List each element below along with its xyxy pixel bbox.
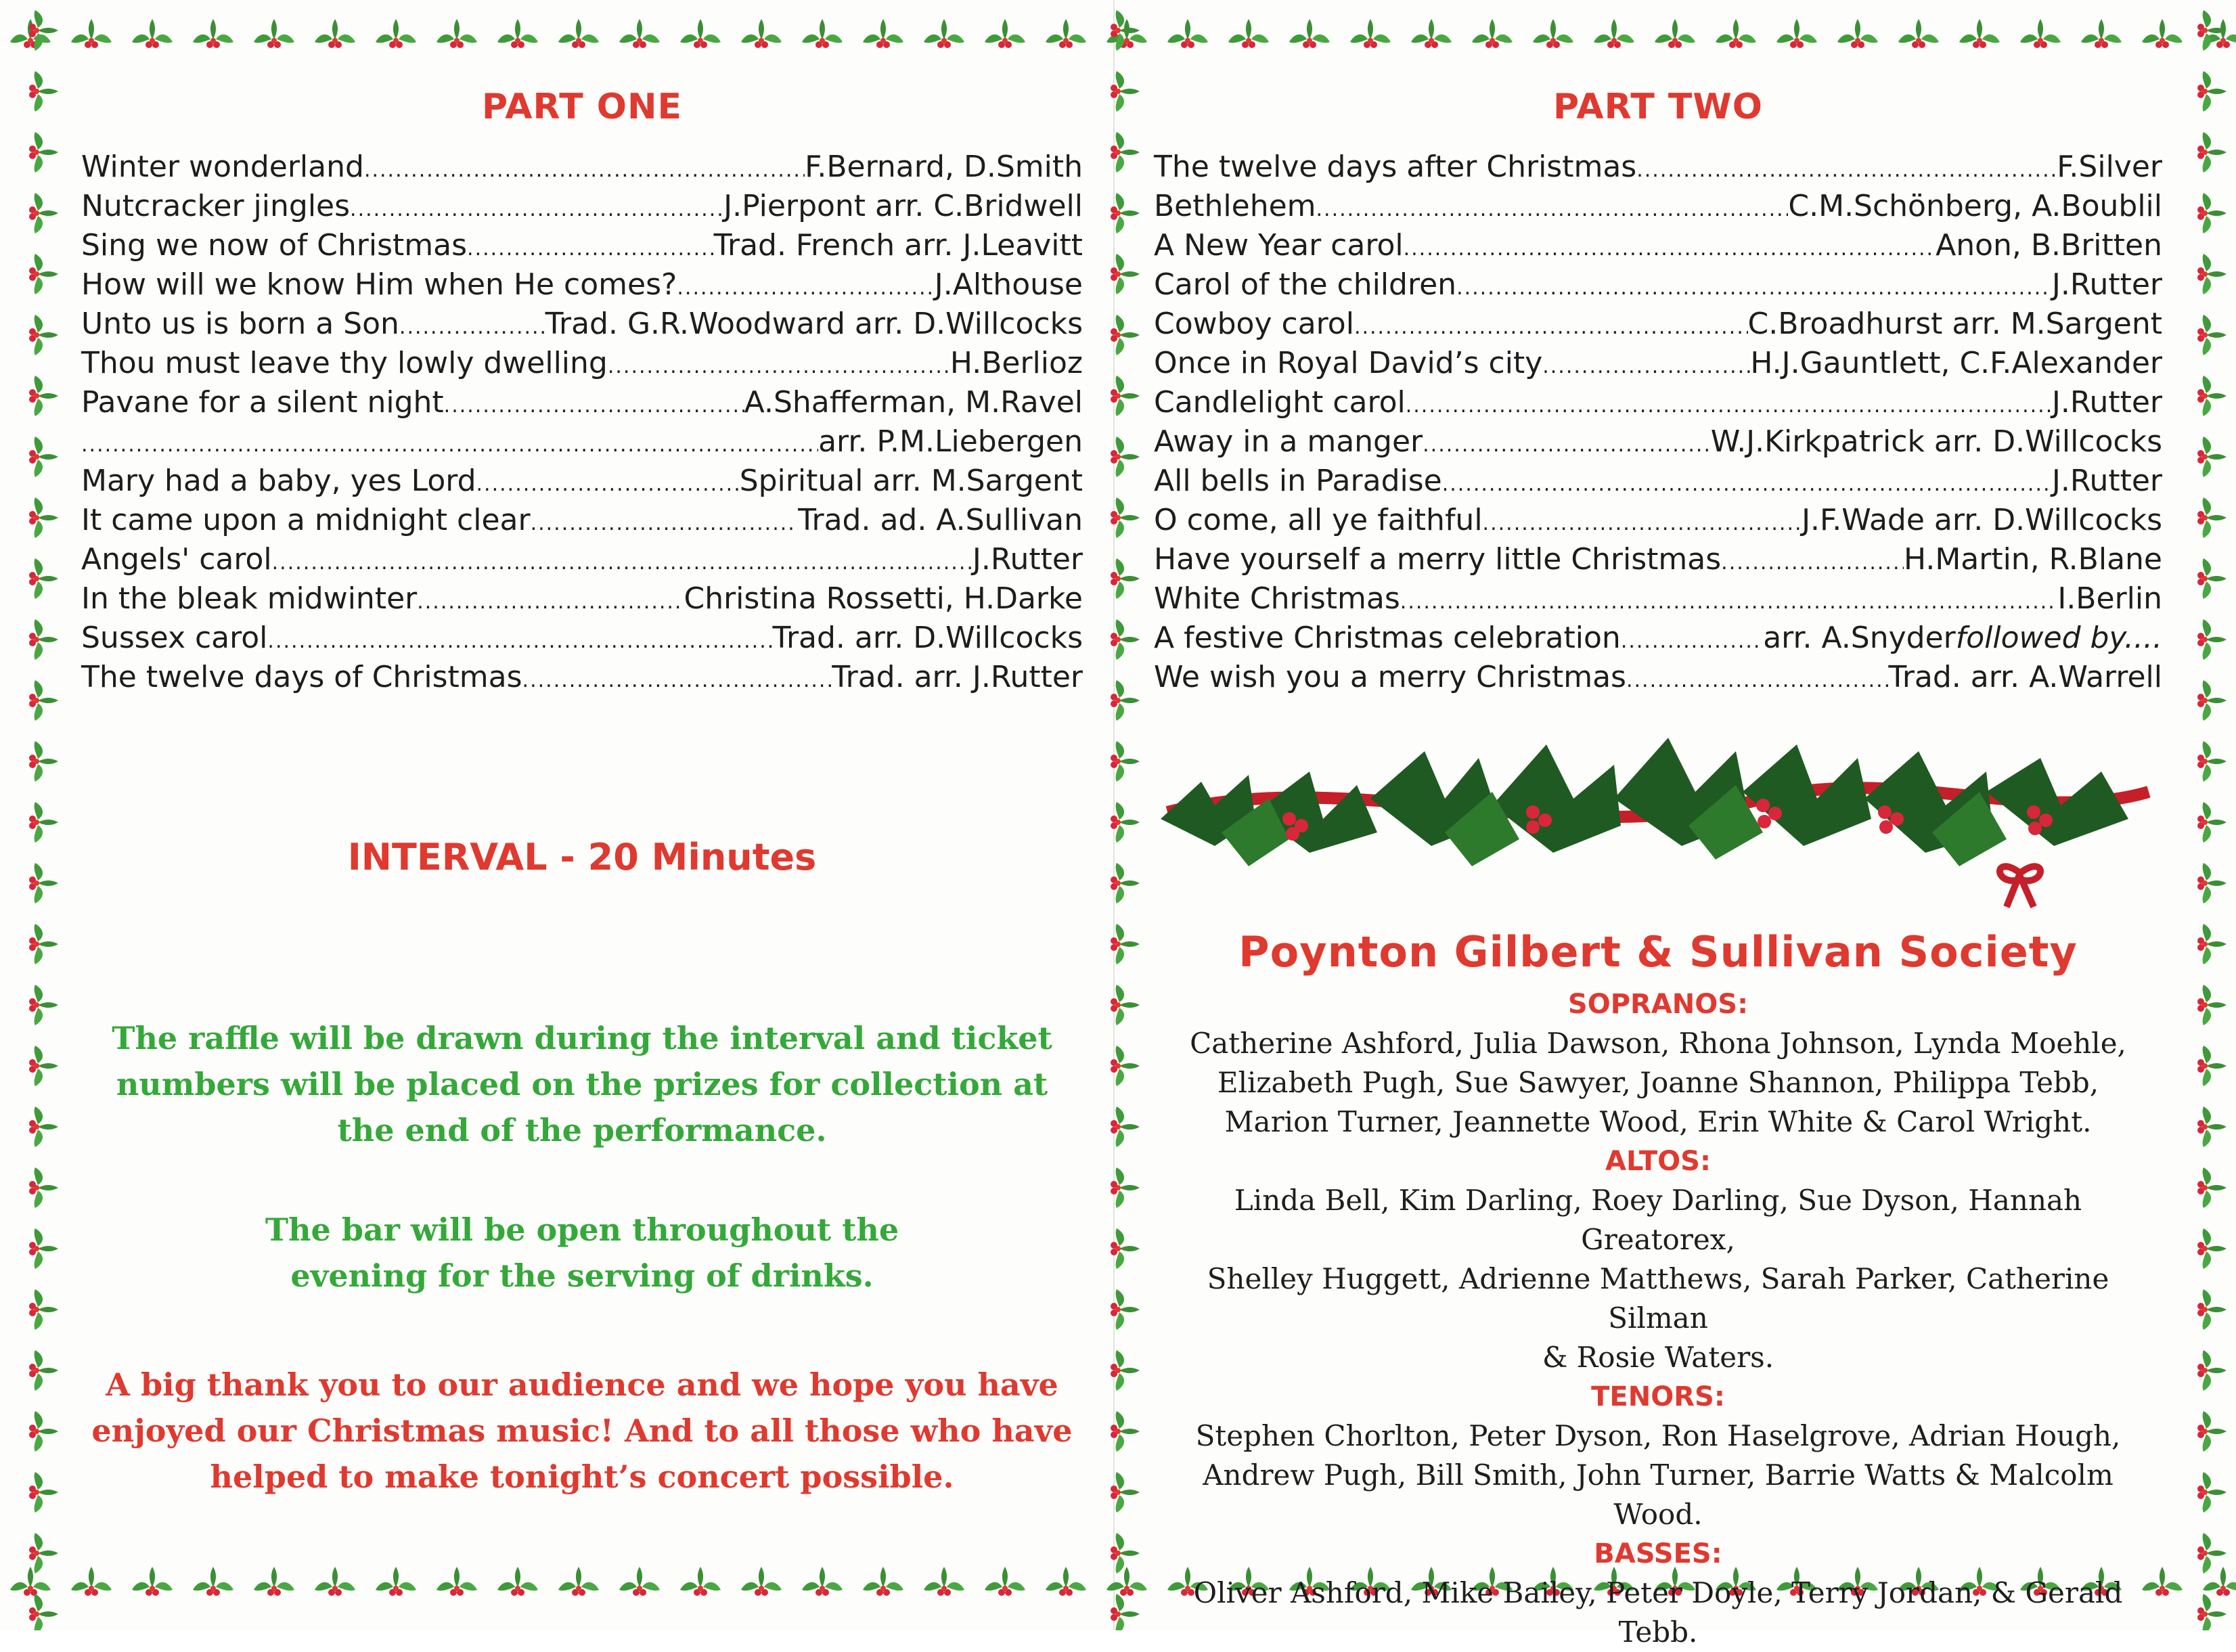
piece-title: Bethlehem — [1154, 189, 1316, 223]
piece-credit: Trad. arr. J.Rutter — [832, 660, 1083, 694]
sopranos-line: Catherine Ashford, Julia Dawson, Rhona Johnson, Lynda Moehle, — [1190, 1027, 2126, 1060]
altos-line: Linda Bell, Kim Darling, Roey Darling, Sue Dyson, Hannah Greatorex, — [1234, 1184, 2082, 1256]
piece-credit: C.M.Schönberg, A.Boublil — [1788, 189, 2162, 223]
piece-credit: Trad. arr. A.Warrell — [1888, 660, 2162, 694]
piece-credit: Trad. ad. A.Sullivan — [798, 503, 1083, 537]
programme-item — [1154, 462, 2162, 501]
dot-leader — [1621, 622, 1763, 661]
programme-item — [81, 579, 1083, 619]
dot-leader — [81, 426, 818, 465]
piece-credit: J.Althouse — [934, 267, 1083, 302]
piece-credit: arr. P.M.Liebergen — [818, 424, 1083, 459]
sopranos-line: Elizabeth Pugh, Sue Sawyer, Joanne Shannon, Philippa Tebb, — [1217, 1066, 2099, 1099]
dot-leader — [1400, 583, 2058, 622]
piece-title: O come, all ye faithful — [1154, 503, 1483, 537]
part-one-title: PART ONE — [481, 87, 683, 127]
holly-border-right — [2168, 0, 2236, 1630]
piece-credit: arr. A.Snyder — [1763, 621, 1956, 655]
piece-credit: J.Rutter — [972, 542, 1083, 577]
piece-credit: W.J.Kirkpatrick arr. D.Willcocks — [1710, 424, 2162, 459]
piece-credit: H.Berlioz — [949, 346, 1083, 380]
programme-item — [1154, 148, 2162, 187]
piece-title: In the bleak midwinter — [81, 581, 418, 616]
programme-item — [1154, 265, 2162, 305]
programme-item — [81, 422, 1083, 462]
piece-title: All bells in Paradise — [1154, 464, 1442, 498]
piece-credit: I.Berlin — [2057, 581, 2162, 616]
programme-item — [1154, 422, 2162, 462]
tenors-line: Andrew Pugh, Bill Smith, John Turner, Barrie Watts & Malcolm Wood. — [1203, 1458, 2114, 1531]
dot-leader — [1354, 308, 1748, 347]
programme-item — [1154, 383, 2162, 422]
piece-title: It came upon a midnight clear — [81, 503, 531, 537]
piece-title: Nutcracker jingles — [81, 189, 351, 223]
piece-title: The twelve days of Christmas — [81, 660, 522, 694]
programme-item — [81, 148, 1083, 187]
dot-leader — [1636, 151, 2057, 190]
dot-leader — [522, 661, 832, 700]
dot-leader — [1626, 661, 1888, 700]
piece-title: Cowboy carol — [1154, 307, 1354, 341]
dot-leader — [1423, 426, 1711, 465]
dot-leader — [608, 347, 950, 386]
piece-credit: H.J.Gauntlett, C.F.Alexander — [1750, 346, 2162, 380]
piece-credit: J.Rutter — [2051, 267, 2162, 302]
programme-item — [1154, 344, 2162, 383]
programme-item — [1154, 501, 2162, 540]
part-two-title: PART TWO — [1553, 87, 1763, 127]
piece-title: Unto us is born a Son — [81, 307, 399, 341]
piece-title: Sing we now of Christmas — [81, 228, 468, 263]
dot-leader — [1542, 347, 1750, 386]
tenors-heading: TENORS: — [1591, 1381, 1725, 1412]
society-name: Poynton Gilbert & Sullivan Society — [1238, 927, 2078, 977]
piece-title: Thou must leave thy lowly dwelling — [81, 346, 608, 380]
cast-list — [1154, 985, 2162, 1652]
programme-item — [81, 540, 1083, 579]
programme-item — [1154, 305, 2162, 344]
basses-line: Oliver Ashford, Mike Bailey, Peter Doyle, Terry Jordan, & Gerald Tebb. — [1193, 1576, 2123, 1649]
interval-heading: INTERVAL - 20 Minutes — [347, 836, 817, 878]
programme-item — [1154, 619, 2162, 658]
dot-leader — [467, 229, 714, 269]
dot-leader — [272, 543, 972, 583]
dot-leader — [1721, 543, 1904, 583]
tenors-line: Stephen Chorlton, Peter Dyson, Ron Haselgrove, Adrian Hough, — [1195, 1419, 2121, 1452]
dot-leader — [1316, 190, 1789, 229]
dot-leader — [1483, 504, 1802, 543]
piece-credit: C.Broadhurst arr. M.Sargent — [1747, 307, 2162, 341]
dot-leader — [531, 504, 799, 543]
right-page — [1154, 68, 2162, 1649]
raffle-note-text: The raffle will be drawn during the interval and ticket numbers will be placed on the prizes for collection at the end of the performance. — [112, 1020, 1052, 1148]
piece-credit: J.Rutter — [2051, 385, 2162, 420]
bar-note — [81, 1207, 1083, 1299]
thank-you-note — [81, 1362, 1083, 1500]
basses-heading: BASSES: — [1594, 1538, 1722, 1569]
piece-credit: J.F.Wade arr. D.Willcocks — [1802, 503, 2162, 537]
left-page — [81, 68, 1083, 1563]
dot-leader — [350, 190, 723, 229]
piece-title: Mary had a baby, yes Lord — [81, 464, 476, 498]
programme-item — [81, 462, 1083, 501]
programme-item — [81, 658, 1083, 697]
piece-title: Carol of the children — [1154, 267, 1457, 302]
programme-item — [1154, 658, 2162, 697]
programme-item — [1154, 540, 2162, 579]
altos-heading: ALTOS: — [1605, 1146, 1711, 1177]
piece-credit: Christina Rossetti, H.Darke — [684, 581, 1083, 616]
programme-item — [81, 501, 1083, 540]
programme-item — [81, 265, 1083, 305]
programme-item — [1154, 579, 2162, 619]
programme-item — [81, 187, 1083, 226]
piece-credit: F.Bernard, D.Smith — [805, 150, 1083, 184]
part-two-programme — [1154, 148, 2162, 697]
piece-title: Winter wonderland — [81, 150, 364, 184]
programme-item — [1154, 226, 2162, 265]
programme-item — [81, 619, 1083, 658]
piece-title: Have yourself a merry little Christmas — [1154, 542, 1722, 577]
holly-border-middle — [1081, 0, 1149, 1630]
piece-credit: A.Shafferman, M.Ravel — [744, 385, 1083, 420]
dot-leader — [677, 269, 934, 308]
piece-title: A festive Christmas celebration — [1154, 621, 1621, 655]
piece-title: How will we know Him when He comes? — [81, 267, 677, 302]
piece-credit: Spiritual arr. M.Sargent — [739, 464, 1083, 498]
dot-leader — [476, 465, 740, 504]
piece-credit: F.Silver — [2057, 150, 2162, 184]
programme-item — [81, 226, 1083, 265]
piece-title: Pavane for a silent night — [81, 385, 444, 420]
piece-credit: J.Pierpont arr. C.Bridwell — [723, 189, 1083, 223]
piece-credit: Trad. French arr. J.Leavitt — [713, 228, 1083, 263]
dot-leader — [267, 622, 772, 661]
piece-suffix: followed by.... — [1955, 621, 2162, 655]
piece-credit: Trad. arr. D.Willcocks — [772, 621, 1083, 655]
dot-leader — [1404, 229, 1936, 269]
piece-title: White Christmas — [1154, 581, 1400, 616]
dot-leader — [364, 151, 805, 190]
piece-credit: Trad. G.R.Woodward arr. D.Willcocks — [545, 307, 1083, 341]
piece-title: We wish you a merry Christmas — [1154, 660, 1626, 694]
holly-garland-image — [1154, 717, 2162, 914]
piece-credit: Anon, B.Britten — [1936, 228, 2162, 263]
piece-title: Once in Royal David’s city — [1154, 346, 1543, 380]
programme-item — [81, 344, 1083, 383]
piece-credit: J.Rutter — [2051, 464, 2162, 498]
part-one-programme — [81, 148, 1083, 697]
dot-leader — [1456, 269, 2052, 308]
bar-note-text: The bar will be open throughout the evening for the serving of drinks. — [265, 1211, 899, 1294]
dot-leader — [1406, 386, 2052, 426]
dot-leader — [1442, 465, 2052, 504]
piece-title: Away in a manger — [1154, 424, 1423, 459]
piece-title: Candlelight carol — [1154, 385, 1406, 420]
programme-item — [81, 383, 1083, 422]
piece-title: Angels' carol — [81, 542, 272, 577]
dot-leader — [444, 386, 744, 426]
raffle-note — [81, 1015, 1083, 1153]
sopranos-line: Marion Turner, Jeannette Wood, Erin White & Carol Wright. — [1224, 1105, 2092, 1138]
piece-title: The twelve days after Christmas — [1154, 150, 1637, 184]
dot-leader — [417, 583, 684, 622]
piece-title: Sussex carol — [81, 621, 268, 655]
programme-item — [81, 305, 1083, 344]
piece-title: A New Year carol — [1154, 228, 1404, 263]
programme-item — [1154, 187, 2162, 226]
piece-credit: H.Martin, R.Blane — [1904, 542, 2162, 577]
holly-border-left — [0, 0, 68, 1630]
altos-line: & Rosie Waters. — [1542, 1341, 1774, 1374]
altos-line: Shelley Huggett, Adrienne Matthews, Sarah Parker, Catherine Silman — [1207, 1262, 2109, 1335]
sopranos-heading: SOPRANOS: — [1567, 989, 1749, 1020]
dot-leader — [399, 308, 545, 347]
thank-you-note-text: A big thank you to our audience and we hope you have enjoyed our Christmas music! And to all those who have helped to make tonight’s concert possible. — [91, 1366, 1073, 1495]
